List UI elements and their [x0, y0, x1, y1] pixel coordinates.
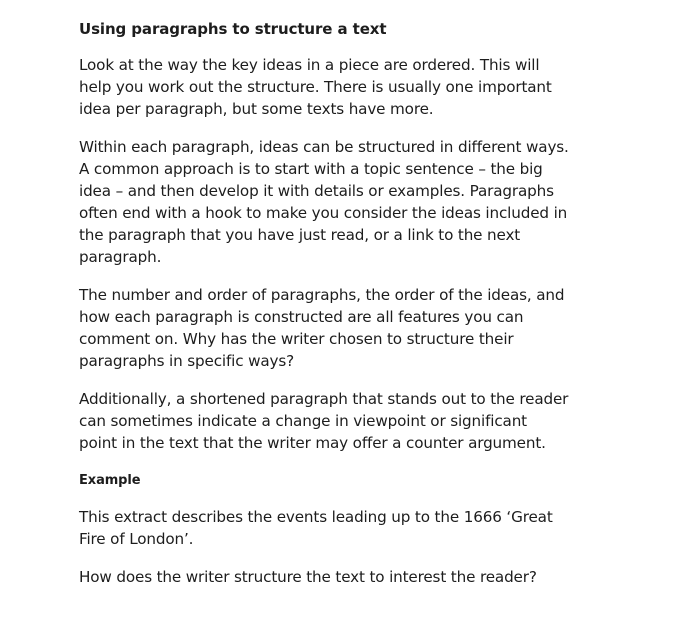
example-extract-description: This extract describes the events leading up to the 1666 ‘Great Fire of London’.	[79, 508, 553, 548]
paragraph-number-order: The number and order of paragraphs, the order of the ideas, and how each paragraph is constructed are all features you can comment on. Why has the writer chosen to structure their paragraphs in specific ways?	[79, 286, 565, 370]
example-heading: Example	[79, 473, 141, 488]
paragraph-key-ideas: Look at the way the key ideas in a piece are ordered. This will help you work out the structure. There is usually one important idea per paragraph, but some texts have more.	[79, 56, 552, 118]
example-question: How does the writer structure the text to interest the reader?	[79, 568, 537, 586]
section-heading: Using paragraphs to structure a text	[79, 20, 387, 38]
paragraph-structure-within: Within each paragraph, ideas can be structured in different ways. A common approach is to start with a topic sentence – the big idea – and then develop it with details or examples. Paragraphs often end with a hook to make you consider the ideas included in the paragraph that you have just read, or a link to the next paragraph.	[79, 138, 569, 266]
article-content	[79, 18, 569, 604]
paragraph-shortened: Additionally, a shortened paragraph that stands out to the reader can sometimes indicate a change in viewpoint or significant point in the text that the writer may offer a counter argument.	[79, 390, 569, 452]
